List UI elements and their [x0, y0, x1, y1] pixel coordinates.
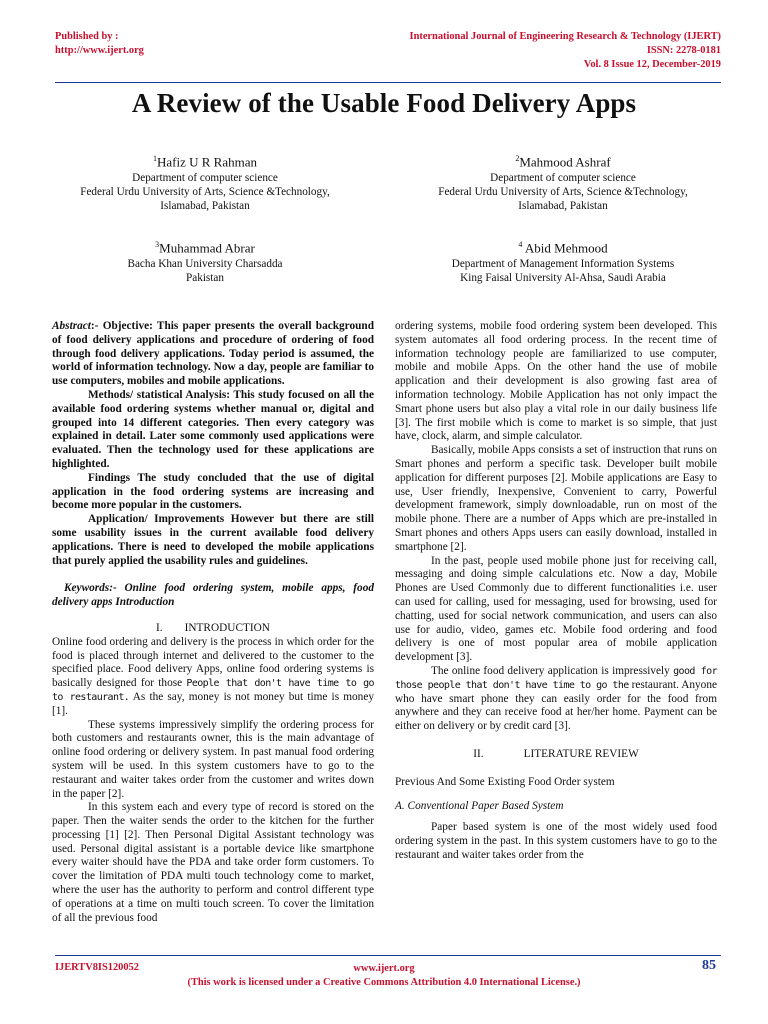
author-name: $^3$Muhammad Abrar: [155, 240, 255, 256]
author-name: $^4$ Abid Mehmood: [518, 240, 608, 256]
section-heading-literature-review: II. LITERATURE REVIEW: [473, 747, 639, 760]
section-heading-introduction: I. INTRODUCTION: [156, 621, 270, 634]
application-paragraph: Application/ Improvements However but there are still some usability issues in the current available food delivery applications. There is need to developed the mobile applications that purely applied the usability rules and guidelines.: [52, 513, 374, 567]
header-divider: [55, 82, 721, 83]
license-notice: (This work is licensed under a Creative Commons Attribution 4.0 International License.): [187, 977, 581, 988]
author-affiliation-line: Bacha Khan University Charsadda: [127, 258, 283, 271]
header-left: [55, 30, 144, 58]
paper-title: A Review of the Usable Food Delivery Apps: [131, 88, 637, 118]
left-column: [52, 320, 374, 925]
author-affiliation-line: Islamabad, Pakistan: [518, 200, 608, 213]
published-by: Published by :: [55, 31, 119, 42]
author-affiliation-line: Department of Management Information Systems: [451, 258, 675, 271]
author-name: $^2$Mahmood Ashraf: [515, 154, 611, 170]
body-paragraph: The online food delivery application is impressively good for those people that don't have time to go the restaurant. Anyone who have smart phone they can easily order for the food from anywhere and they can receive food at her/her home. Payment can be either on delivery or by credit card [3].: [395, 664, 717, 733]
literature-intro: Previous And Some Existing Food Order system: [395, 775, 615, 788]
findings-paragraph: Findings The study concluded that the use of digital application in the food ordering systems are increasing and become more popular in the customers.: [52, 471, 374, 512]
right-column: [395, 320, 717, 863]
paper-id: IJERTV8IS120052: [55, 962, 139, 973]
journal-name: International Journal of Engineering Research & Technology (IJERT): [409, 31, 721, 42]
author-name: $^1$Hafiz U R Rahman: [152, 154, 257, 170]
author-affiliation-line: King Faisal University Al-Ahsa, Saudi Arabia: [460, 272, 666, 285]
author-affiliation-line: Pakistan: [186, 272, 224, 285]
footer-url[interactable]: www.ijert.org: [353, 963, 415, 974]
author-affiliation-line: Federal Urdu University of Arts, Science &Technology,: [438, 186, 688, 199]
issn: ISSN: 2278-0181: [646, 45, 721, 56]
intro-paragraph-3: In this system each and every type of record is stored on the paper. Then the waiter sends the order to the kitchen for the further processing [1] [2]. Then Personal Digital Assistant technology was used. Personal digital assistant is a portable device like smartphone every waiter should have the PDA and take order form customers. To cover the limitation of PDA multi touch technology come to market, where the user has the authority to perform and control different type of operations at a time on multi touch screen. To cover the limitation of all the previous food: [52, 801, 374, 924]
abstract-paragraph: Abstract:- Objective: This paper presents the overall background of food delivery applications and procedure of ordering of food through food delivery applications. Today period is assumed, the world of information technology. Now a day, people are familiar to use computers, mobiles and mobile applications.: [52, 320, 374, 388]
author-block-3: [40, 238, 370, 285]
intro-paragraph-1: Online food ordering and delivery is the process in which order for the food is placed through internet and delivered to the customer to the specified place. Food delivery Apps, online food ordering systems is basically designed for those People that don't have time to go to restaurant. As the say, money is not money but time is money [1].: [52, 635, 374, 717]
volume-issue: Vol. 8 Issue 12, December-2019: [583, 59, 721, 70]
author-affiliation-line: Department of computer science: [490, 172, 636, 185]
author-affiliation-line: Islamabad, Pakistan: [160, 200, 250, 213]
abstract-label: Abstract: [52, 320, 91, 332]
header-url[interactable]: http://www.ijert.org: [55, 45, 144, 56]
author-affiliation-line: Department of computer science: [132, 172, 278, 185]
body-paragraph: ordering systems, mobile food ordering system been developed. This system automates all food ordering process. In the recent time of information technology people are familiarized to use computer, mobile and mobile Apps. On the other hand the use of mobile application and their development is also growing fast area of information technology. Mobile Application has not only impact the Smart phone users but also play a vital role in our daily business life [3]. The first mobile which is come to market is so simple, that just have, clock, alarm, and simple calculator.: [395, 320, 717, 443]
body-paragraph: Basically, mobile Apps consists a set of instruction that runs on Smart phones and perform a specific task. Developer built mobile application for different purposes [2]. Mobile applications are Easy to use, User friendly, Inexpensive, Convenient to carry, Powerful development framework, simply downloadable, run on most of the mobile phone. There are a number of Apps which are pre-installed in Smart phones and others Apps users can easily download, installed in smartphone [2].: [395, 444, 717, 553]
author-affiliation-line: Federal Urdu University of Arts, Science &Technology,: [80, 186, 330, 199]
footer-divider: [55, 955, 721, 956]
author-block-2: [398, 152, 728, 213]
author-block-4: [398, 238, 728, 285]
page-number: 85: [702, 958, 716, 973]
footer-center: [0, 962, 768, 990]
keywords: Keywords:- Online food ordering system, mobile apps, food delivery apps Introduction: [52, 582, 374, 609]
methods-paragraph: Methods/ statistical Analysis: This study focused on all the available food ordering systems whether manual or, digital and grouped into 14 different categories. Then every category was explained in detail. Later some commonly used applications were evaluated. Then the technology used for these applications are highlighted.: [52, 388, 374, 470]
body-paragraph: Paper based system is one of the most widely used food ordering system in the past. In this system customers have to go to the restaurant and waiter takes order from the: [395, 821, 717, 861]
intro-paragraph-2: These systems impressively simplify the ordering process for both customers and restaurants owner, this is the main advantage of online food ordering or delivery system. In past manual food ordering system will be used. In this system customers have to go to the restaurant and waiter takes order from the customer and writes down in the paper [2].: [52, 718, 374, 800]
subsection-heading: A. Conventional Paper Based System: [395, 799, 564, 812]
header-right: [410, 30, 721, 72]
author-block-1: [40, 152, 370, 213]
body-paragraph: In the past, people used mobile phone just for receiving call, messaging and doing simple calculations etc. Now a day, Mobile Phones are Used Commonly due to different functionalities i.e. user can used for calling, used for messaging, used for browsing, used for chatting, used for social network communication, and users can also use for audio, video, games etc. Mobile food ordering and food delivery is one of most popular area of mobile application development [3].: [395, 554, 717, 664]
